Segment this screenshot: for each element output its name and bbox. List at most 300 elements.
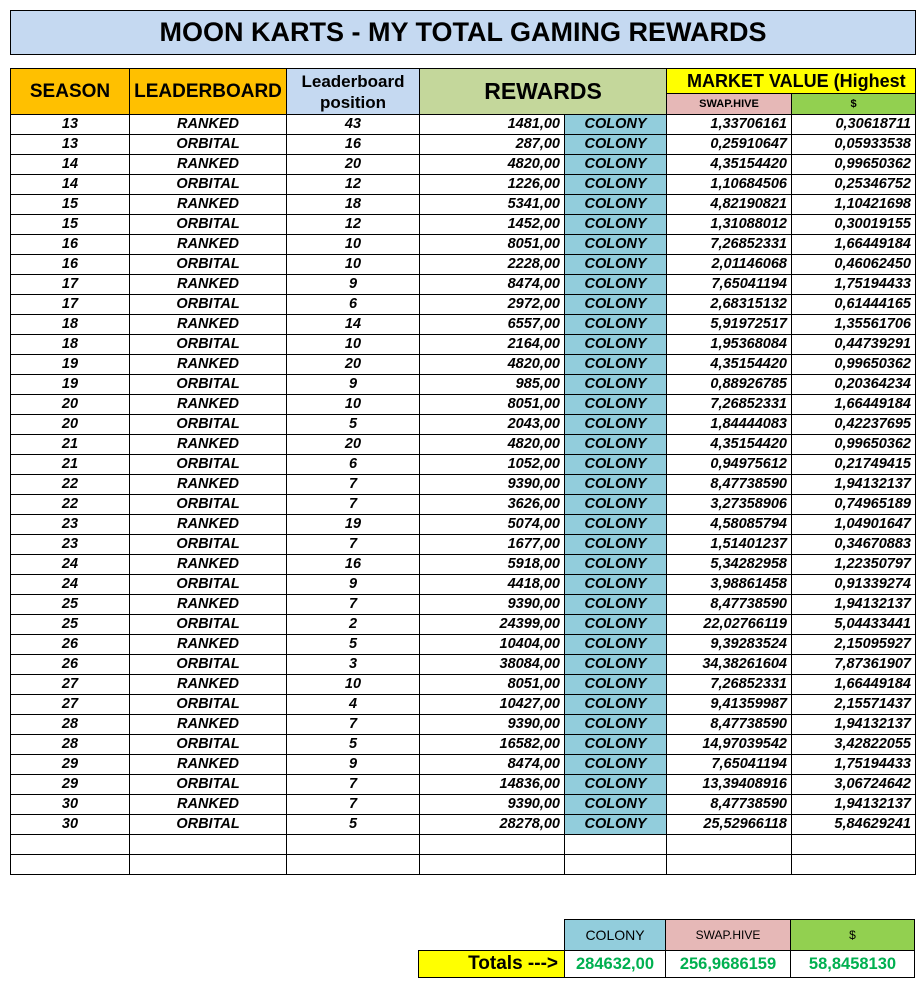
usd-cell: 0,20364234 — [792, 375, 916, 395]
usd-cell: 1,94132137 — [792, 795, 916, 815]
season-cell: 19 — [11, 355, 130, 375]
rewards-cell: 28278,00 — [420, 815, 565, 835]
position-cell: 10 — [287, 395, 420, 415]
position-cell: 20 — [287, 435, 420, 455]
usd-cell: 1,94132137 — [792, 595, 916, 615]
token-cell: COLONY — [565, 475, 667, 495]
empty-row — [11, 835, 916, 855]
swap-hive-cell: 13,39408916 — [667, 775, 792, 795]
season-cell: 28 — [11, 735, 130, 755]
leaderboard-cell: ORBITAL — [130, 655, 287, 675]
totals-colony-value: 284632,00 — [564, 950, 666, 978]
rewards-cell: 1481,00 — [420, 115, 565, 135]
swap-hive-cell: 8,47738590 — [667, 715, 792, 735]
position-cell: 5 — [287, 815, 420, 835]
leaderboard-cell: RANKED — [130, 595, 287, 615]
table-row — [11, 595, 916, 615]
leaderboard-cell: RANKED — [130, 515, 287, 535]
usd-cell: 0,05933538 — [792, 135, 916, 155]
rewards-cell: 2164,00 — [420, 335, 565, 355]
table-row — [11, 335, 916, 355]
usd-cell: 1,75194433 — [792, 755, 916, 775]
swap-hive-cell: 3,27358906 — [667, 495, 792, 515]
position-cell: 3 — [287, 655, 420, 675]
season-cell: 24 — [11, 555, 130, 575]
table-row — [11, 475, 916, 495]
usd-cell: 1,66449184 — [792, 675, 916, 695]
table-row — [11, 435, 916, 455]
swap-hive-cell: 34,38261604 — [667, 655, 792, 675]
token-cell: COLONY — [565, 795, 667, 815]
table-row — [11, 815, 916, 835]
usd-cell: 0,44739291 — [792, 335, 916, 355]
token-cell: COLONY — [565, 435, 667, 455]
token-cell: COLONY — [565, 175, 667, 195]
swap-hive-cell: 1,10684506 — [667, 175, 792, 195]
table-row — [11, 215, 916, 235]
leaderboard-cell: RANKED — [130, 555, 287, 575]
swap-hive-cell: 8,47738590 — [667, 595, 792, 615]
position-cell: 19 — [287, 515, 420, 535]
usd-cell: 0,42237695 — [792, 415, 916, 435]
table-row — [11, 295, 916, 315]
rewards-cell: 3626,00 — [420, 495, 565, 515]
usd-cell: 1,22350797 — [792, 555, 916, 575]
leaderboard-cell: ORBITAL — [130, 735, 287, 755]
table-row — [11, 235, 916, 255]
season-cell: 27 — [11, 695, 130, 715]
table-row — [11, 375, 916, 395]
rewards-cell: 8474,00 — [420, 755, 565, 775]
header-market-value: MARKET VALUE (Highest — [667, 69, 916, 94]
token-cell: COLONY — [565, 375, 667, 395]
table-row — [11, 155, 916, 175]
leaderboard-cell: RANKED — [130, 315, 287, 335]
leaderboard-cell: ORBITAL — [130, 575, 287, 595]
token-cell: COLONY — [565, 655, 667, 675]
header-position-line2: position — [319, 92, 387, 112]
season-cell: 23 — [11, 535, 130, 555]
rewards-cell: 2043,00 — [420, 415, 565, 435]
table-row — [11, 195, 916, 215]
swap-hive-cell: 7,26852331 — [667, 235, 792, 255]
table-row — [11, 355, 916, 375]
usd-cell: 0,46062450 — [792, 255, 916, 275]
empty-cell — [11, 855, 130, 875]
leaderboard-cell: ORBITAL — [130, 535, 287, 555]
usd-cell: 0,99650362 — [792, 435, 916, 455]
usd-cell: 2,15571437 — [792, 695, 916, 715]
usd-cell: 2,15095927 — [792, 635, 916, 655]
position-cell: 5 — [287, 415, 420, 435]
season-cell: 13 — [11, 135, 130, 155]
usd-cell: 1,94132137 — [792, 475, 916, 495]
leaderboard-cell: ORBITAL — [130, 695, 287, 715]
rewards-cell: 24399,00 — [420, 615, 565, 635]
season-cell: 27 — [11, 675, 130, 695]
season-cell: 30 — [11, 815, 130, 835]
token-cell: COLONY — [565, 555, 667, 575]
empty-cell — [130, 855, 287, 875]
swap-hive-cell: 4,58085794 — [667, 515, 792, 535]
rewards-cell: 8051,00 — [420, 235, 565, 255]
swap-hive-cell: 9,39283524 — [667, 635, 792, 655]
position-cell: 20 — [287, 155, 420, 175]
leaderboard-cell: ORBITAL — [130, 775, 287, 795]
usd-cell: 3,06724642 — [792, 775, 916, 795]
position-cell: 9 — [287, 275, 420, 295]
table-row — [11, 735, 916, 755]
usd-cell: 0,74965189 — [792, 495, 916, 515]
swap-hive-cell: 25,52966118 — [667, 815, 792, 835]
token-cell: COLONY — [565, 415, 667, 435]
header-rewards: REWARDS — [420, 69, 667, 115]
usd-cell: 0,91339274 — [792, 575, 916, 595]
usd-cell: 0,30019155 — [792, 215, 916, 235]
empty-cell — [667, 835, 792, 855]
season-cell: 19 — [11, 375, 130, 395]
leaderboard-cell: ORBITAL — [130, 415, 287, 435]
empty-cell — [287, 855, 420, 875]
leaderboard-cell: ORBITAL — [130, 175, 287, 195]
table-row — [11, 515, 916, 535]
rewards-cell: 10427,00 — [420, 695, 565, 715]
token-cell: COLONY — [565, 495, 667, 515]
season-cell: 15 — [11, 215, 130, 235]
season-cell: 20 — [11, 395, 130, 415]
season-cell: 14 — [11, 155, 130, 175]
table-row — [11, 175, 916, 195]
usd-cell: 0,99650362 — [792, 155, 916, 175]
swap-hive-cell: 7,65041194 — [667, 755, 792, 775]
season-cell: 16 — [11, 255, 130, 275]
leaderboard-cell: RANKED — [130, 195, 287, 215]
empty-cell — [420, 835, 565, 855]
token-cell: COLONY — [565, 335, 667, 355]
empty-row — [11, 855, 916, 875]
token-cell: COLONY — [565, 115, 667, 135]
leaderboard-cell: ORBITAL — [130, 815, 287, 835]
usd-cell: 5,04433441 — [792, 615, 916, 635]
token-cell: COLONY — [565, 675, 667, 695]
swap-hive-cell: 7,26852331 — [667, 675, 792, 695]
season-cell: 22 — [11, 475, 130, 495]
season-cell: 25 — [11, 615, 130, 635]
rewards-cell: 9390,00 — [420, 595, 565, 615]
token-cell: COLONY — [565, 295, 667, 315]
rewards-cell: 8474,00 — [420, 275, 565, 295]
totals-colony-header: COLONY — [564, 919, 666, 951]
usd-cell: 1,66449184 — [792, 235, 916, 255]
swap-hive-cell: 8,47738590 — [667, 795, 792, 815]
token-cell: COLONY — [565, 135, 667, 155]
rewards-cell: 1677,00 — [420, 535, 565, 555]
leaderboard-cell: ORBITAL — [130, 135, 287, 155]
totals-usd-header: $ — [790, 919, 915, 951]
token-cell: COLONY — [565, 695, 667, 715]
rewards-cell: 10404,00 — [420, 635, 565, 655]
leaderboard-cell: RANKED — [130, 675, 287, 695]
leaderboard-cell: ORBITAL — [130, 295, 287, 315]
rewards-cell: 14836,00 — [420, 775, 565, 795]
position-cell: 6 — [287, 455, 420, 475]
position-cell: 12 — [287, 175, 420, 195]
season-cell: 21 — [11, 455, 130, 475]
season-cell: 20 — [11, 415, 130, 435]
token-cell: COLONY — [565, 215, 667, 235]
table-row — [11, 415, 916, 435]
header-swap-hive: SWAP.HIVE — [667, 94, 792, 115]
table-row — [11, 535, 916, 555]
table-row — [11, 455, 916, 475]
position-cell: 10 — [287, 675, 420, 695]
swap-hive-cell: 1,33706161 — [667, 115, 792, 135]
token-cell: COLONY — [565, 235, 667, 255]
token-cell: COLONY — [565, 255, 667, 275]
leaderboard-cell: RANKED — [130, 475, 287, 495]
position-cell: 10 — [287, 335, 420, 355]
header-usd: $ — [792, 94, 916, 115]
rewards-cell: 4418,00 — [420, 575, 565, 595]
table-row — [11, 115, 916, 135]
token-cell: COLONY — [565, 595, 667, 615]
swap-hive-cell: 1,51401237 — [667, 535, 792, 555]
position-cell: 7 — [287, 795, 420, 815]
usd-cell: 1,75194433 — [792, 275, 916, 295]
rewards-cell: 38084,00 — [420, 655, 565, 675]
table-row — [11, 695, 916, 715]
season-cell: 13 — [11, 115, 130, 135]
leaderboard-cell: RANKED — [130, 435, 287, 455]
usd-cell: 7,87361907 — [792, 655, 916, 675]
empty-cell — [792, 855, 916, 875]
rewards-cell: 9390,00 — [420, 715, 565, 735]
season-cell: 14 — [11, 175, 130, 195]
rewards-cell: 9390,00 — [420, 475, 565, 495]
season-cell: 22 — [11, 495, 130, 515]
position-cell: 5 — [287, 635, 420, 655]
rewards-cell: 16582,00 — [420, 735, 565, 755]
leaderboard-cell: RANKED — [130, 395, 287, 415]
leaderboard-cell: RANKED — [130, 235, 287, 255]
usd-cell: 1,10421698 — [792, 195, 916, 215]
table-row — [11, 635, 916, 655]
leaderboard-cell: ORBITAL — [130, 255, 287, 275]
swap-hive-cell: 0,88926785 — [667, 375, 792, 395]
totals-usd-value: 58,8458130 — [790, 950, 915, 978]
leaderboard-cell: RANKED — [130, 755, 287, 775]
totals-swap-hive-value: 256,9686159 — [665, 950, 791, 978]
table-row — [11, 675, 916, 695]
empty-cell — [11, 835, 130, 855]
table-row — [11, 775, 916, 795]
token-cell: COLONY — [565, 635, 667, 655]
position-cell: 6 — [287, 295, 420, 315]
season-cell: 23 — [11, 515, 130, 535]
table-row — [11, 755, 916, 775]
header-leaderboard: LEADERBOARD — [130, 69, 287, 115]
rewards-cell: 2972,00 — [420, 295, 565, 315]
swap-hive-cell: 2,01146068 — [667, 255, 792, 275]
token-cell: COLONY — [565, 355, 667, 375]
table-row — [11, 655, 916, 675]
swap-hive-cell: 8,47738590 — [667, 475, 792, 495]
position-cell: 20 — [287, 355, 420, 375]
table-row — [11, 315, 916, 335]
swap-hive-cell: 1,84444083 — [667, 415, 792, 435]
table-row — [11, 255, 916, 275]
empty-cell — [667, 855, 792, 875]
leaderboard-cell: RANKED — [130, 155, 287, 175]
leaderboard-cell: RANKED — [130, 795, 287, 815]
position-cell: 2 — [287, 615, 420, 635]
rewards-cell: 2228,00 — [420, 255, 565, 275]
rewards-cell: 4820,00 — [420, 435, 565, 455]
empty-cell — [565, 835, 667, 855]
leaderboard-cell: ORBITAL — [130, 215, 287, 235]
token-cell: COLONY — [565, 195, 667, 215]
rewards-cell: 8051,00 — [420, 395, 565, 415]
season-cell: 26 — [11, 655, 130, 675]
token-cell: COLONY — [565, 275, 667, 295]
season-cell: 26 — [11, 635, 130, 655]
season-cell: 17 — [11, 295, 130, 315]
table-row — [11, 615, 916, 635]
rewards-cell: 1226,00 — [420, 175, 565, 195]
table-row — [11, 395, 916, 415]
rewards-cell: 5341,00 — [420, 195, 565, 215]
page-title: MOON KARTS - MY TOTAL GAMING REWARDS — [10, 10, 916, 55]
token-cell: COLONY — [565, 155, 667, 175]
usd-cell: 1,35561706 — [792, 315, 916, 335]
empty-cell — [130, 835, 287, 855]
position-cell: 7 — [287, 535, 420, 555]
empty-cell — [287, 835, 420, 855]
token-cell: COLONY — [565, 735, 667, 755]
table-row — [11, 795, 916, 815]
season-cell: 15 — [11, 195, 130, 215]
swap-hive-cell: 1,31088012 — [667, 215, 792, 235]
leaderboard-cell: RANKED — [130, 275, 287, 295]
table-row — [11, 555, 916, 575]
rewards-cell: 1452,00 — [420, 215, 565, 235]
swap-hive-cell: 3,98861458 — [667, 575, 792, 595]
swap-hive-cell: 7,26852331 — [667, 395, 792, 415]
position-cell: 4 — [287, 695, 420, 715]
swap-hive-cell: 0,25910647 — [667, 135, 792, 155]
position-cell: 16 — [287, 555, 420, 575]
swap-hive-cell: 5,34282958 — [667, 555, 792, 575]
swap-hive-cell: 1,95368084 — [667, 335, 792, 355]
usd-cell: 5,84629241 — [792, 815, 916, 835]
swap-hive-cell: 4,35154420 — [667, 155, 792, 175]
leaderboard-cell: ORBITAL — [130, 335, 287, 355]
table-row — [11, 715, 916, 735]
token-cell: COLONY — [565, 775, 667, 795]
usd-cell: 3,42822055 — [792, 735, 916, 755]
leaderboard-cell: ORBITAL — [130, 375, 287, 395]
empty-cell — [420, 855, 565, 875]
position-cell: 12 — [287, 215, 420, 235]
position-cell: 10 — [287, 235, 420, 255]
season-cell: 29 — [11, 775, 130, 795]
header-position-line1: Leaderboard — [301, 71, 405, 91]
season-cell: 28 — [11, 715, 130, 735]
season-cell: 25 — [11, 595, 130, 615]
usd-cell: 1,04901647 — [792, 515, 916, 535]
leaderboard-cell: RANKED — [130, 355, 287, 375]
usd-cell: 1,66449184 — [792, 395, 916, 415]
token-cell: COLONY — [565, 815, 667, 835]
season-cell: 21 — [11, 435, 130, 455]
token-cell: COLONY — [565, 315, 667, 335]
rewards-cell: 4820,00 — [420, 155, 565, 175]
position-cell: 14 — [287, 315, 420, 335]
table-row — [11, 135, 916, 155]
usd-cell: 0,21749415 — [792, 455, 916, 475]
swap-hive-cell: 9,41359987 — [667, 695, 792, 715]
position-cell: 7 — [287, 475, 420, 495]
rewards-cell: 985,00 — [420, 375, 565, 395]
rewards-table — [10, 68, 916, 875]
leaderboard-cell: RANKED — [130, 115, 287, 135]
totals-swap-hive-header: SWAP.HIVE — [665, 919, 791, 951]
swap-hive-cell: 14,97039542 — [667, 735, 792, 755]
position-cell: 9 — [287, 375, 420, 395]
rewards-cell: 6557,00 — [420, 315, 565, 335]
totals-label: Totals ---> — [418, 950, 565, 978]
leaderboard-cell: ORBITAL — [130, 455, 287, 475]
swap-hive-cell: 7,65041194 — [667, 275, 792, 295]
empty-cell — [792, 835, 916, 855]
rewards-cell: 4820,00 — [420, 355, 565, 375]
table-row — [11, 495, 916, 515]
position-cell: 10 — [287, 255, 420, 275]
leaderboard-cell: ORBITAL — [130, 495, 287, 515]
table-row — [11, 275, 916, 295]
position-cell: 43 — [287, 115, 420, 135]
position-cell: 7 — [287, 595, 420, 615]
rewards-cell: 1052,00 — [420, 455, 565, 475]
swap-hive-cell: 2,68315132 — [667, 295, 792, 315]
header-leaderboard-position — [287, 69, 420, 115]
token-cell: COLONY — [565, 575, 667, 595]
token-cell: COLONY — [565, 535, 667, 555]
token-cell: COLONY — [565, 755, 667, 775]
swap-hive-cell: 22,02766119 — [667, 615, 792, 635]
position-cell: 5 — [287, 735, 420, 755]
season-cell: 24 — [11, 575, 130, 595]
usd-cell: 0,30618711 — [792, 115, 916, 135]
swap-hive-cell: 4,35154420 — [667, 435, 792, 455]
leaderboard-cell: ORBITAL — [130, 615, 287, 635]
season-cell: 18 — [11, 335, 130, 355]
season-cell: 29 — [11, 755, 130, 775]
season-cell: 17 — [11, 275, 130, 295]
usd-cell: 0,99650362 — [792, 355, 916, 375]
leaderboard-cell: RANKED — [130, 635, 287, 655]
leaderboard-cell: RANKED — [130, 715, 287, 735]
rewards-cell: 287,00 — [420, 135, 565, 155]
table-row — [11, 575, 916, 595]
season-cell: 30 — [11, 795, 130, 815]
usd-cell: 0,25346752 — [792, 175, 916, 195]
usd-cell: 1,94132137 — [792, 715, 916, 735]
swap-hive-cell: 4,35154420 — [667, 355, 792, 375]
position-cell: 9 — [287, 755, 420, 775]
empty-cell — [565, 855, 667, 875]
token-cell: COLONY — [565, 515, 667, 535]
